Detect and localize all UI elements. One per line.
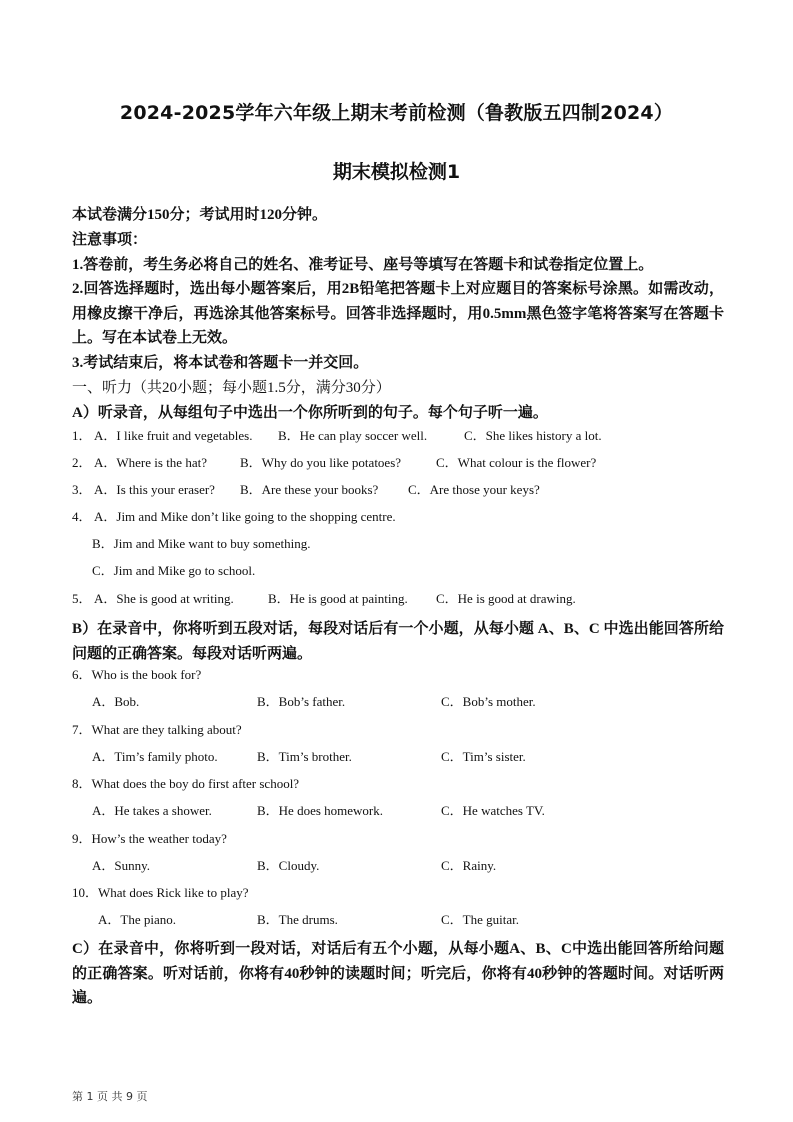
option-a: A．Where is the hat? bbox=[94, 455, 207, 470]
option-a: A．Is this your eraser? bbox=[94, 482, 215, 497]
option-a: A．I like fruit and vegetables. bbox=[94, 428, 253, 443]
question-stem: 8．What does the boy do first after school? bbox=[72, 776, 300, 791]
question-stem: 7．What are they talking about? bbox=[72, 722, 242, 737]
option-a: A．He takes a shower. bbox=[92, 803, 212, 818]
page-footer: 第 1 页 共 9 页 bbox=[72, 1090, 148, 1103]
section-heading: 一、听力（共20小题；每小题1.5分，满分30分） bbox=[72, 380, 391, 396]
option-b: B．Tim’s brother. bbox=[257, 749, 352, 764]
option-b: B．Why do you like potatoes? bbox=[240, 455, 402, 470]
notes-heading: 注意事项： bbox=[72, 232, 148, 248]
option-a: A．Bob. bbox=[92, 694, 140, 709]
question-number: 4． bbox=[72, 509, 92, 524]
option-a: A．Sunny. bbox=[92, 858, 151, 873]
option-c: C．Tim’s sister. bbox=[441, 749, 526, 764]
option-c: C．He watches TV. bbox=[441, 803, 545, 818]
option-b: B．He is good at painting. bbox=[268, 591, 408, 606]
option-b: B．Cloudy. bbox=[257, 858, 320, 873]
question-number: 5． bbox=[72, 591, 92, 606]
part-b-instruction: B）在录音中，你将听到五段对话，每段对话后有一个小题，从每小题 A、B、C 中选出能回答所给问题的正确答案。每段对话听两遍。 bbox=[72, 621, 724, 662]
question-stem: 9．How’s the weather today? bbox=[72, 831, 227, 846]
option-a: A．Jim and Mike don’t like going to the shopping centre. bbox=[94, 509, 396, 524]
question-stem: 6．Who is the book for? bbox=[72, 667, 202, 682]
option-c: C．She likes history a lot. bbox=[464, 428, 602, 443]
option-a: A．She is good at writing. bbox=[94, 591, 234, 606]
option-b: B．Jim and Mike want to buy something. bbox=[92, 536, 311, 551]
option-c: C．He is good at drawing. bbox=[436, 591, 576, 606]
option-c: C．What colour is the flower? bbox=[436, 455, 597, 470]
exam-info: 本试卷满分150分；考试用时120分钟。 bbox=[72, 207, 328, 223]
question-stem: 10．What does Rick like to play? bbox=[72, 885, 249, 900]
exam-subtitle: 期末模拟检测1 bbox=[332, 161, 461, 183]
option-c: C．Bob’s mother. bbox=[441, 694, 536, 709]
part-c-instruction: C）在录音中，你将听到一段对话，对话后有五个小题，从每小题A、B、C中选出能回答所给问题的正确答案。听对话前，你将有40秒钟的读题时间；听完后，你将有40秒钟的答题时间。对话听两遍。 bbox=[72, 941, 724, 1006]
option-c: C．Rainy. bbox=[441, 858, 497, 873]
option-b: B．Are these your books? bbox=[240, 482, 379, 497]
option-a: A．The piano. bbox=[98, 912, 176, 927]
option-b: B．The drums. bbox=[257, 912, 338, 927]
option-c: C．Jim and Mike go to school. bbox=[92, 563, 256, 578]
question-number: 3． bbox=[72, 482, 92, 497]
note-item-1: 1.答卷前，考生务必将自己的姓名、准考证号、座号等填写在答题卡和试卷指定位置上。 bbox=[72, 257, 654, 273]
note-item-3: 3.考试结束后，将本试卷和答题卡一并交回。 bbox=[72, 355, 369, 371]
part-a-instruction: A）听录音，从每组句子中选出一个你所听到的句子。每个句子听一遍。 bbox=[72, 405, 548, 421]
option-b: B．He does homework. bbox=[257, 803, 384, 818]
option-c: C．Are those your keys? bbox=[408, 482, 540, 497]
option-b: B．Bob’s father. bbox=[257, 694, 346, 709]
question-number: 1． bbox=[72, 428, 92, 443]
question-number: 2． bbox=[72, 455, 92, 470]
exam-title: 2024-2025学年六年级上期末考前检测（鲁教版五四制2024） bbox=[119, 102, 674, 124]
option-c: C．The guitar. bbox=[441, 912, 519, 927]
option-b: B．He can play soccer well. bbox=[278, 428, 428, 443]
note-item-2: 2.回答选择题时，选出每小题答案后，用2B铅笔把答题卡上对应题目的答案标号涂黑。如需改动，用橡皮擦干净后，再选涂其他答案标号。回答非选择题时，用0.5mm黑色签字笔将答案写在答题卡上。写在本试卷上无效。 bbox=[72, 281, 724, 346]
option-a: A．Tim’s family photo. bbox=[92, 749, 218, 764]
